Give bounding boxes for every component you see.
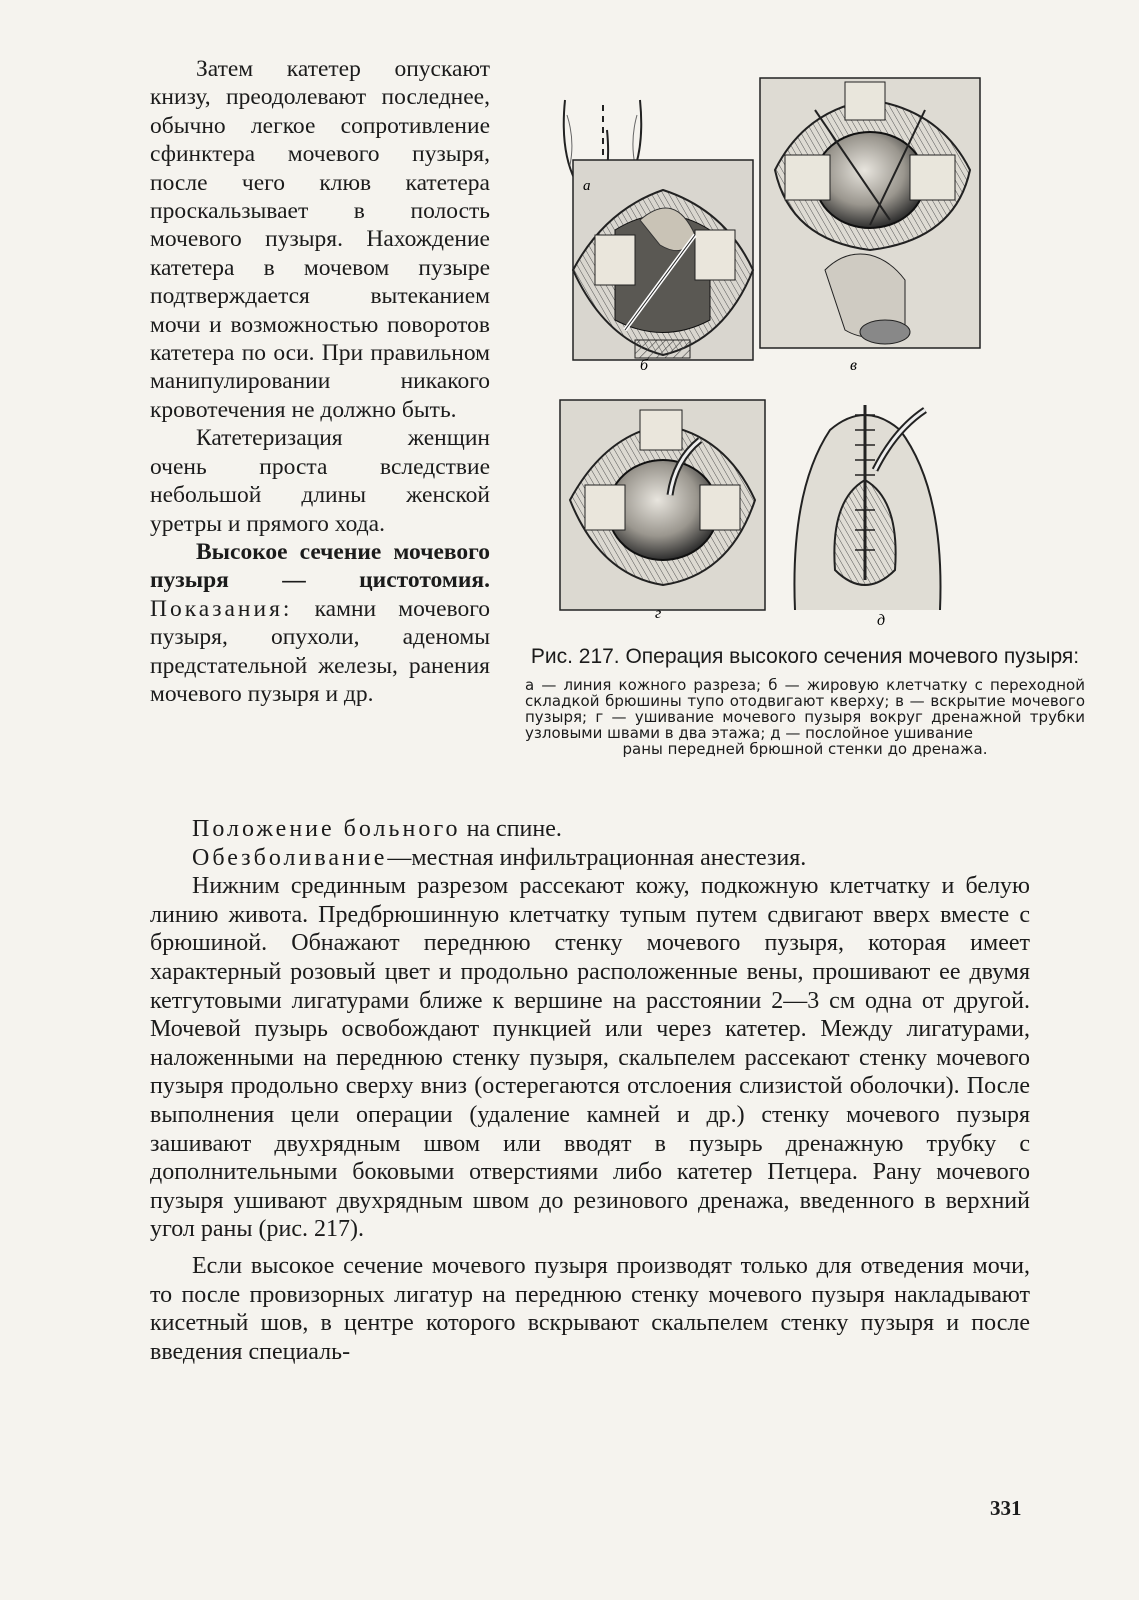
panel-label-b: б <box>640 357 649 374</box>
paragraph-catheter-insertion: Затем катетер опускают книзу, преодолевают последнее, обычно легкое сопротивление сфинктера мочевого пузыря, после чего клюв катетера проскальзывает в полость мочевого пузыря. Нахождение катетера в мочевом пузыре подтверждается вытеканием мочи и возможностью поворотов катетера по оси. При правильном манипулировании никакого кровотечения не должно быть. <box>150 56 490 423</box>
paragraph-incision-procedure: Нижним срединным разрезом рассекают кожу, подкожную клетчатку и белую линию живота. Предбрюшинную клетчатку тупым путем сдвигают вверх вместе с брюшиной. Обнажают переднюю стенку мочевого пузыря, которая имеет характерный розовый цвет и продольно расположенные вены, прошивают ее двумя кетгутовыми лигатурами ближе к вершине на расстоянии 2—3 см одна от другой. Мочевой пузырь освобождают пункцией или через катетер. Между лигатурами, наложенными на переднюю стенку пузыря, скальпелем рассекают стенку мочевого пузыря продольно сверху вниз (остерегаются отслоения слизистой оболочки). После выполнения цели операции (удаление камней и др.) стенку мочевого пузыря зашивают двухрядным швом или вводят в пузырь дренажную трубку с дополнительными боковыми отверстиями либо катетер Петцера. Рану мочевого пузыря ушивают двухрядным швом до резинового дренажа, введенного в верхний угол раны (рис. 217). <box>150 873 1030 1243</box>
indications-label: Показания: <box>150 595 293 622</box>
patient-position-label: Положение больного <box>192 816 461 842</box>
anesthesia-label: Обезболивание <box>192 844 388 871</box>
indications-text: камни мочевого пузыря, опухоли, аденомы предстательной железы, ранения мочевого пузыря и др. <box>150 595 490 707</box>
surgical-illustrations <box>545 70 1065 640</box>
paragraph-patient-position <box>150 815 1030 844</box>
left-column-text <box>150 55 490 708</box>
panel-g-illustration <box>560 400 765 610</box>
paragraph-cystotomy <box>150 538 490 708</box>
figure-caption <box>525 645 1085 757</box>
paragraph-urine-diversion: Если высокое сечение мочевого пузыря производят только для отведения мочи, то после провизорных лигатур на переднюю стенку мочевого пузыря накладывают кисетный шов, в центре которого вскрывают скальпелем стенку пузыря и после введения специаль- <box>150 1252 1030 1365</box>
figure-description-main: а — линия кожного разреза; б — жировую клетчатку с переходной складкой брюшины тупо отодвигают кверху; в — вскрытие мочевого пузыря; г — ушивание мочевого пузыря вокруг дренажной трубки узловыми швами в два этажа; д — послойное ушивание <box>525 676 1085 742</box>
panel-label-a: а <box>583 178 591 194</box>
panel-label-v: в <box>850 357 857 374</box>
panel-b-illustration <box>573 160 753 360</box>
paragraph-female-catheterization: Катетеризация женщин очень проста вследствие небольшой длины женской уретры и прямого хода. <box>150 425 490 537</box>
figure-description <box>525 677 1085 757</box>
figure-217 <box>525 70 1085 810</box>
patient-position-text: на спине. <box>460 816 562 842</box>
page-number: 331 <box>990 1496 1022 1520</box>
main-body-text <box>150 815 1030 1366</box>
panel-label-g: г <box>655 605 662 622</box>
figure-title: Рис. 217. Операция высокого сечения мочевого пузыря: <box>530 645 1080 668</box>
anesthesia-text: —местная инфильтрационная анестезия. <box>387 844 807 871</box>
section-heading-cystotomy: Высокое сечение мочевого пузыря — цистотомия. <box>150 538 490 594</box>
paragraph-anesthesia <box>150 844 1030 873</box>
panel-label-d: д <box>877 612 886 629</box>
figure-description-last: раны передней брюшной стенки до дренажа. <box>622 740 988 758</box>
panel-v-illustration <box>760 78 980 348</box>
panel-d-illustration <box>794 405 940 610</box>
